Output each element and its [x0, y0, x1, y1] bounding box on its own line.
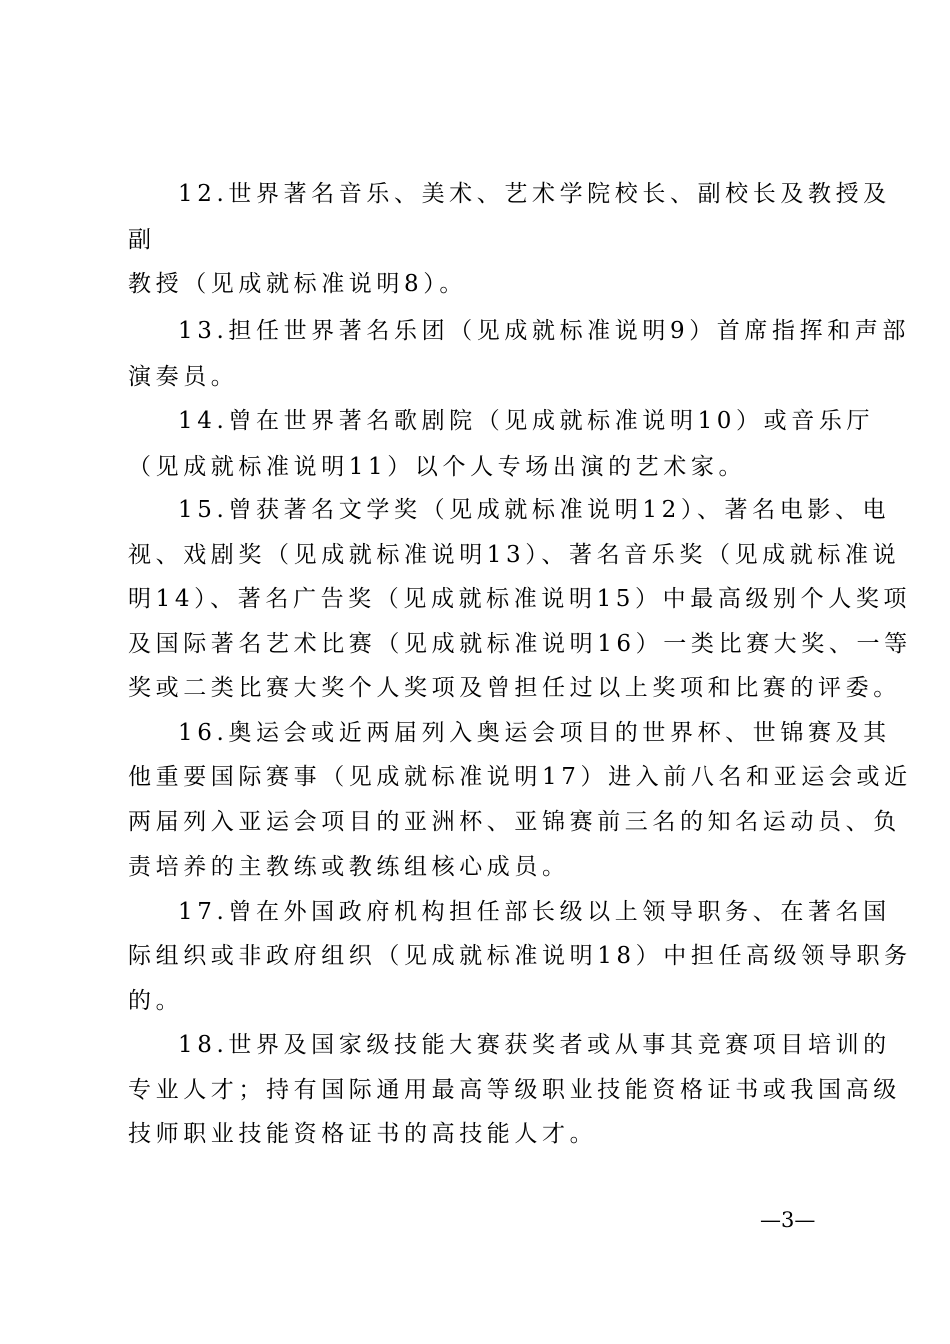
- page-number: —3—: [760, 1208, 816, 1232]
- text-line: 及国际著名艺术比赛（见成就标准说明16）一类比赛大奖、一等: [128, 631, 912, 657]
- text-line: 明14）、著名广告奖（见成就标准说明15）中最高级别个人奖项: [128, 586, 912, 612]
- text-line: 演奏员。: [128, 364, 239, 390]
- text-line: 15.曾获著名文学奖（见成就标准说明12）、著名电影、电: [178, 497, 891, 523]
- text-line: （见成就标准说明11）以个人专场出演的艺术家。: [128, 454, 747, 480]
- text-line: 际组织或非政府组织（见成就标准说明18）中担任高级领导职务: [128, 943, 912, 969]
- text-line: 奖或二类比赛大奖个人奖项及曾担任过以上奖项和比赛的评委。: [128, 675, 901, 701]
- text-line: 的。: [128, 988, 184, 1014]
- text-line: 教授（见成就标准说明8）。: [128, 271, 467, 297]
- text-line: 副: [128, 227, 156, 253]
- text-line: 专业人才；持有国际通用最高等级职业技能资格证书或我国高级: [128, 1077, 901, 1103]
- text-line: 技师职业技能资格证书的高技能人才。: [128, 1121, 598, 1147]
- text-line: 14.曾在世界著名歌剧院（见成就标准说明10）或音乐厅: [178, 408, 875, 434]
- text-line: 18.世界及国家级技能大赛获奖者或从事其竞赛项目培训的: [178, 1032, 891, 1058]
- text-line: 两届列入亚运会项目的亚洲杯、亚锦赛前三名的知名运动员、负: [128, 809, 901, 835]
- text-line: 17.曾在外国政府机构担任部长级以上领导职务、在著名国: [178, 899, 891, 925]
- text-line: 16.奥运会或近两届列入奥运会项目的世界杯、世锦赛及其: [178, 720, 891, 746]
- text-line: 12.世界著名音乐、美术、艺术学院校长、副校长及教授及: [178, 181, 891, 207]
- text-line: 责培养的主教练或教练组核心成员。: [128, 854, 570, 880]
- text-line: 视、戏剧奖（见成就标准说明13）、著名音乐奖（见成就标准说: [128, 542, 901, 568]
- text-line: 他重要国际赛事（见成就标准说明17）进入前八名和亚运会或近: [128, 764, 912, 790]
- text-line: 13.担任世界著名乐团（见成就标准说明9）首席指挥和声部: [178, 318, 911, 344]
